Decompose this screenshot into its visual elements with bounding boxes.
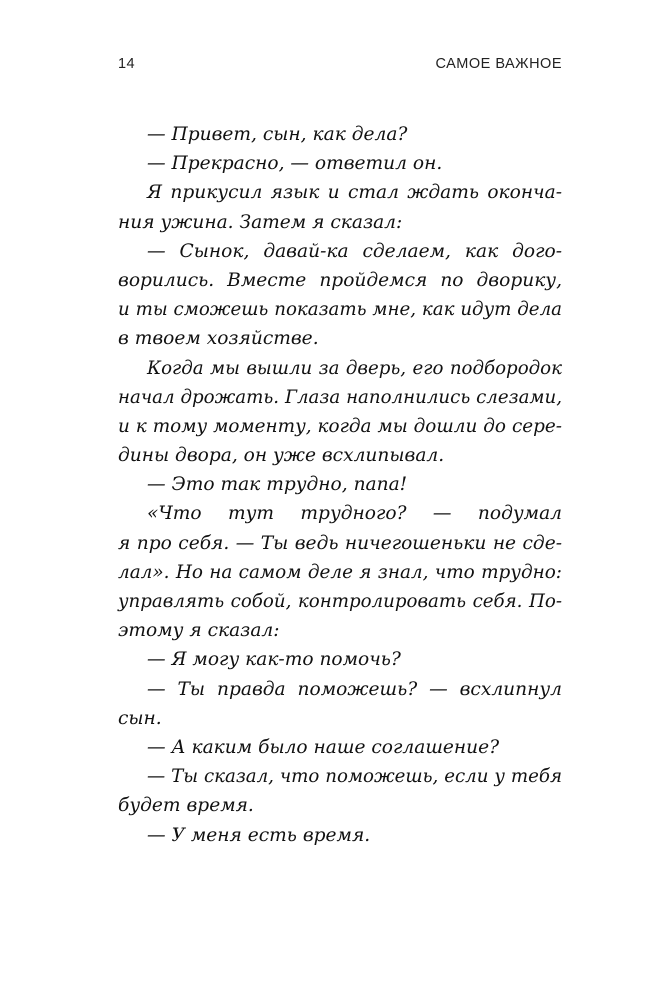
text-line: я про себя. — Ты ведь ничегошеньки не сде- [118, 532, 562, 554]
text-line: этому я сказал: [118, 620, 280, 642]
text-line: — У меня есть время. [147, 824, 371, 846]
running-head [118, 56, 562, 78]
text-line: — А каким было наше соглашение? [147, 736, 500, 758]
text-line: ворились. Вместе пройдемся по дворику, [118, 269, 562, 291]
text-line: и ты сможешь показать мне, как идут дела [118, 299, 562, 321]
text-line: Я прикусил язык и стал ждать оконча- [147, 182, 562, 204]
page-number: 14 [118, 56, 135, 72]
text-line: начал дрожать. Глаза наполнились слезами, [118, 386, 562, 408]
text-line: и к тому моменту, когда мы дошли до сере- [118, 415, 562, 437]
text-line: будет время. [118, 795, 254, 817]
text-line: дины двора, он уже всхлипывал. [118, 445, 445, 467]
text-line: — Привет, сын, как дела? [147, 124, 408, 145]
text-line: — Прекрасно, — ответил он. [147, 153, 443, 175]
text-line: — Ты сказал, что поможешь, если у тебя [147, 766, 562, 788]
running-title: САМОЕ ВАЖНОЕ [435, 56, 562, 72]
text-line: ния ужина. Затем я сказал: [118, 211, 403, 233]
text-line: сын. [118, 707, 162, 729]
text-line: — Это так трудно, папа! [147, 474, 408, 496]
text-line: — Ты правда поможешь? — всхлипнул [147, 678, 562, 700]
text-line: — Я могу как-то помочь? [147, 649, 401, 671]
text-line: Когда мы вышли за дверь, его подбородок [147, 357, 562, 379]
text-line: лал». Но на самом деле я знал, что трудно: [118, 561, 562, 583]
text-line: «Что тут трудного? — подумал [147, 503, 562, 525]
body-text [118, 120, 562, 850]
text-line: управлять собой, контролировать себя. По- [118, 591, 562, 612]
text-line: в твоем хозяйстве. [118, 328, 319, 350]
text-line: — Сынок, давай-ка сделаем, как дого- [147, 240, 562, 262]
